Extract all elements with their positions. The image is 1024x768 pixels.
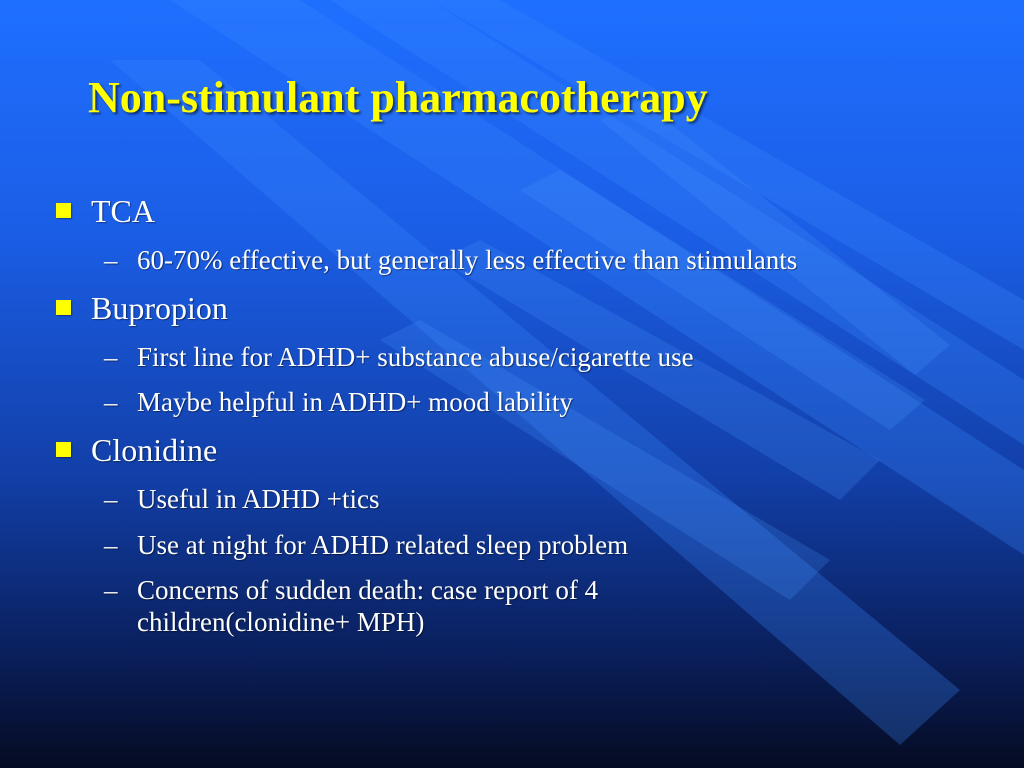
bullet-label: Bupropion — [91, 290, 228, 326]
sub-bullet-text: Useful in ADHD +tics — [137, 484, 380, 514]
dash-icon: – — [104, 387, 118, 417]
dash-icon: – — [104, 530, 118, 560]
sub-bullet-bupropion-1 — [104, 341, 694, 373]
dash-icon: – — [104, 575, 118, 605]
sub-bullet-text: First line for ADHD+ substance abuse/cigarette use — [137, 342, 694, 372]
bullet-label: Clonidine — [91, 432, 218, 468]
sub-bullet-tca-1 — [104, 244, 797, 276]
bullet-label: TCA — [91, 193, 155, 229]
dash-icon: – — [104, 342, 118, 372]
sub-bullet-clonidine-3 — [104, 574, 598, 638]
sub-bullet-line-2: children(clonidine+ MPH) — [137, 607, 425, 637]
sub-bullet-clonidine-1 — [104, 483, 379, 515]
sub-bullet-bupropion-2 — [104, 386, 573, 418]
bullet-clonidine — [56, 432, 217, 469]
sub-bullet-text: Maybe helpful in ADHD+ mood lability — [137, 387, 573, 417]
stripe-4 — [430, 0, 1024, 350]
stripe-2 — [330, 0, 1024, 445]
stripe-5 — [600, 100, 950, 375]
stripe-6 — [520, 170, 925, 430]
bullet-square-icon — [56, 300, 71, 315]
bullet-square-icon — [56, 203, 71, 218]
dash-icon: – — [104, 245, 118, 275]
sub-bullet-clonidine-2 — [104, 529, 628, 561]
bullet-tca — [56, 193, 155, 230]
bullet-bupropion — [56, 290, 228, 327]
sub-bullet-text: Use at night for ADHD related sleep problem — [137, 530, 629, 560]
slide-title: Non-stimulant pharmacotherapy — [88, 73, 708, 122]
dash-icon: – — [104, 484, 118, 514]
sub-bullet-text — [137, 574, 598, 638]
sub-bullet-text: 60-70% effective, but generally less effective than stimulants — [137, 245, 798, 275]
bullet-square-icon — [56, 442, 71, 457]
sub-bullet-line-1: Concerns of sudden death: case report of 4 — [137, 575, 599, 605]
